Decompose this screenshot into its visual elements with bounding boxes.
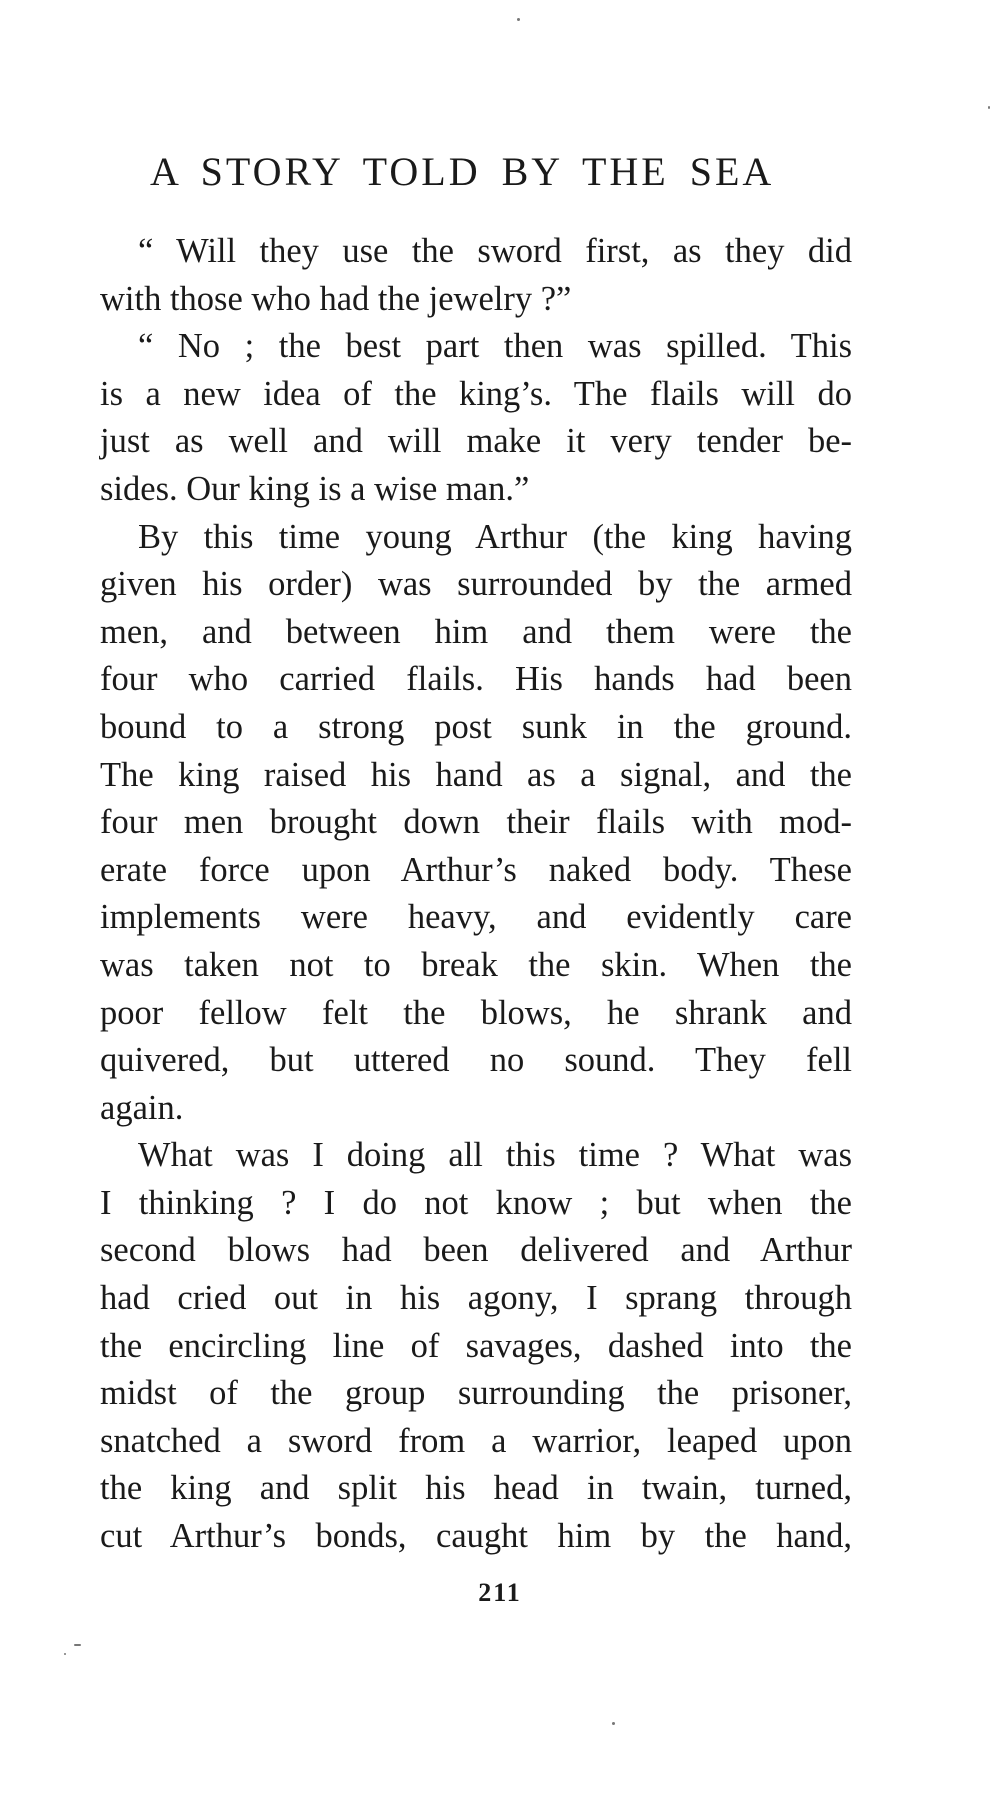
text-line: with those who had the jewelry ?”: [100, 279, 572, 318]
text-line: had cried out in his agony, I sprang through: [100, 1279, 852, 1318]
text-line: the king and split his head in twain, turned,: [100, 1469, 852, 1508]
text-line: poor fellow felt the blows, he shrank and: [100, 993, 852, 1032]
text-line: is a new idea of the king’s. The flails will do: [100, 374, 852, 413]
page-number: 211: [478, 1578, 522, 1607]
text-line: I thinking ? I do not know ; but when the: [100, 1183, 852, 1222]
text-line: again.: [100, 1088, 184, 1127]
text-line: “ Will they use the sword first, as they did: [138, 232, 852, 270]
text-line: By this time young Arthur (the king having: [138, 517, 852, 556]
running-head: A STORY TOLD BY THE SEA: [150, 149, 775, 194]
text-line: the encircling line of savages, dashed into the: [100, 1326, 852, 1365]
text-line: What was I doing all this time ? What was: [138, 1136, 852, 1175]
text-line: quivered, but uttered no sound. They fell: [100, 1041, 852, 1080]
text-line: “ No ; the best part then was spilled. This: [138, 327, 852, 366]
text-line: implements were heavy, and evidently care: [100, 898, 852, 937]
text-line: second blows had been delivered and Arthur: [100, 1231, 852, 1270]
text-line: men, and between him and them were the: [100, 612, 852, 651]
scan-speck: [612, 1722, 615, 1725]
text-line: The king raised his hand as a signal, and the: [100, 755, 852, 794]
text-line: just as well and will make it very tender be-: [100, 422, 852, 461]
text-line: cut Arthur’s bonds, caught him by the hand,: [100, 1517, 852, 1556]
body-text: [100, 228, 852, 1561]
text-line: sides. Our king is a wise man.”: [100, 469, 530, 508]
text-line: four men brought down their flails with mod-: [100, 803, 852, 842]
text-line: snatched a sword from a warrior, leaped upon: [100, 1421, 852, 1460]
text-line: midst of the group surrounding the prisoner,: [100, 1374, 852, 1413]
scan-speck: [988, 106, 990, 109]
text-line: was taken not to break the skin. When the: [100, 945, 852, 984]
text-line: four who carried flails. His hands had been: [100, 660, 852, 699]
scan-speck: [64, 1653, 66, 1655]
scan-speck: [517, 18, 520, 21]
text-line: bound to a strong post sunk in the ground.: [100, 707, 852, 746]
text-line: erate force upon Arthur’s naked body. These: [100, 850, 852, 889]
scan-speck: [74, 1644, 81, 1646]
text-line: given his order) was surrounded by the armed: [100, 565, 852, 604]
